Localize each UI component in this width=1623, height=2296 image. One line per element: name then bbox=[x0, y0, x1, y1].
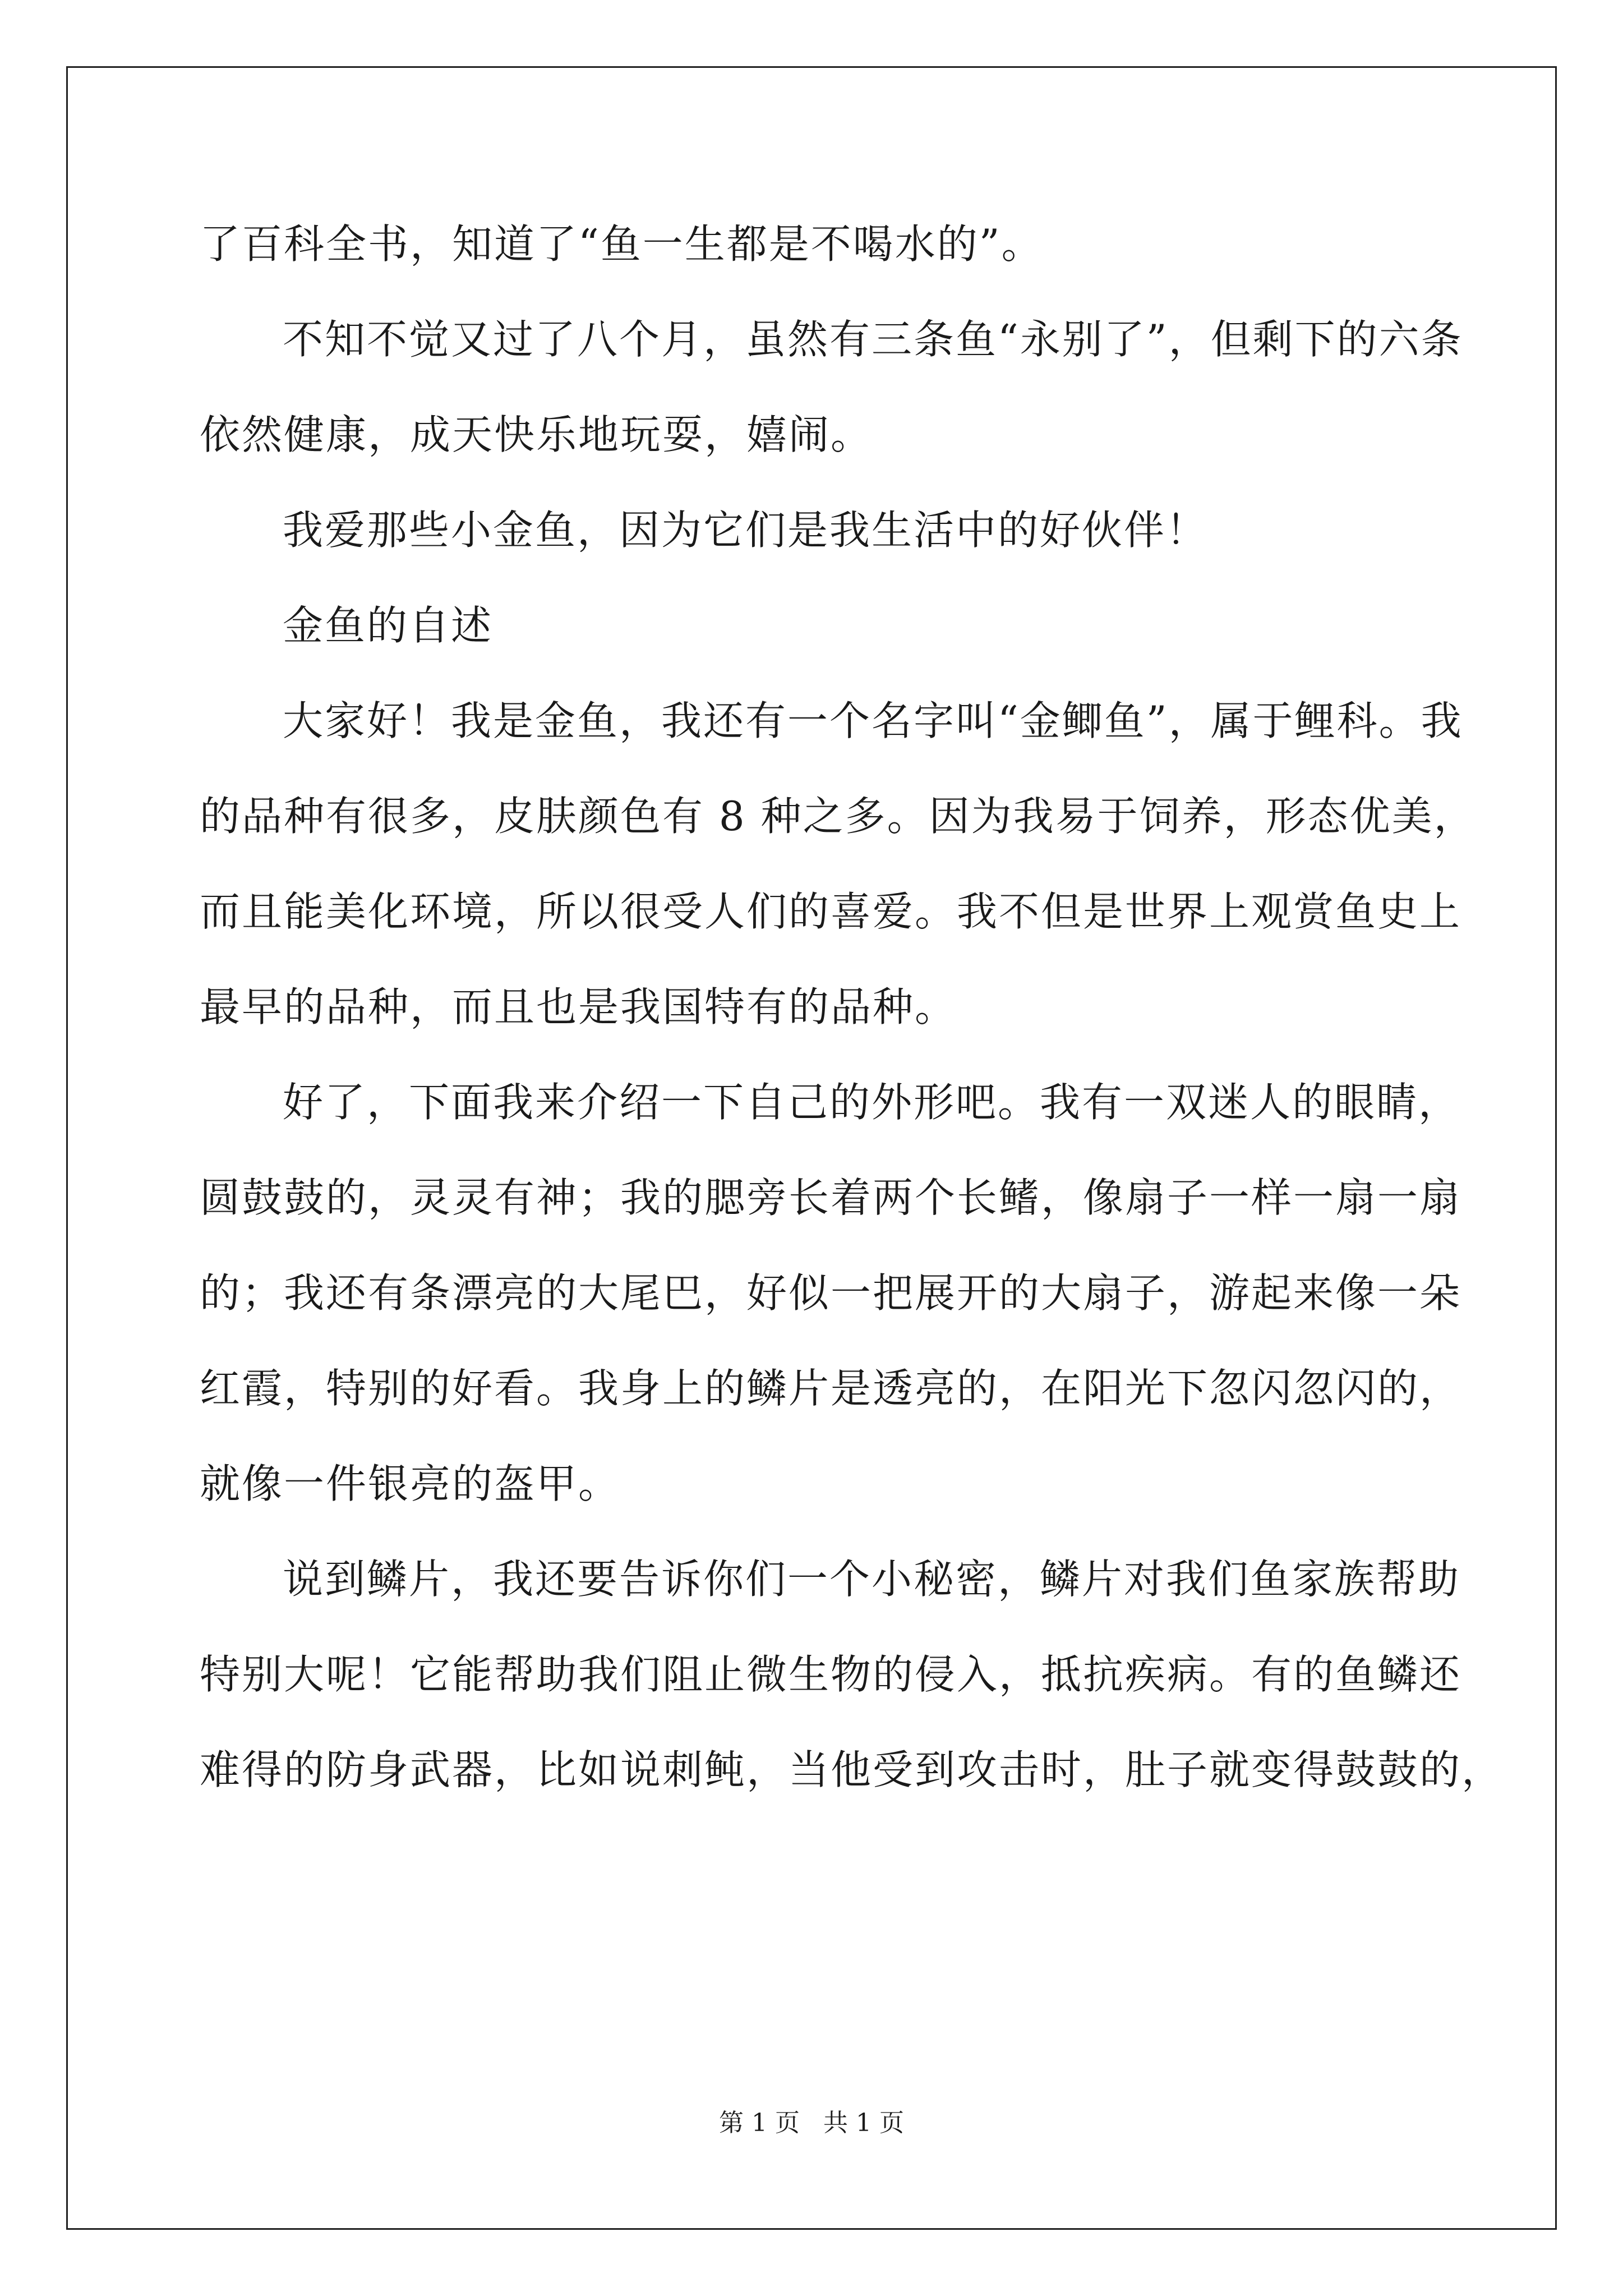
text-line: 就像一件银亮的盔甲。 bbox=[200, 1460, 621, 1507]
text-line: 的品种有很多，皮肤颜色有 8 种之多。因为我易于饲养，形态优美， bbox=[200, 793, 1476, 840]
text-line: 依然健康，成天快乐地玩耍，嬉闹。 bbox=[200, 411, 873, 458]
text-line: 说到鳞片，我还要告诉你们一个小秘密，鳞片对我们鱼家族帮助 bbox=[283, 1556, 1461, 1603]
document-body bbox=[200, 196, 1504, 1818]
page-total: 共 1 页 bbox=[823, 2109, 904, 2137]
text-line: 好了，下面我来介绍一下自己的外形吧。我有一双迷人的眼睛， bbox=[283, 1079, 1461, 1126]
text-line: 难得的防身武器，比如说刺鲀，当他受到攻击时，肚子就变得鼓鼓的， bbox=[200, 1746, 1504, 1793]
text-line: 圆鼓鼓的，灵灵有神；我的腮旁长着两个长鳍，像扇子一样一扇一扇 bbox=[200, 1174, 1462, 1221]
text-line: 我爱那些小金鱼，因为它们是我生活中的好伙伴！ bbox=[283, 507, 1209, 554]
page-number: 第 1 页 bbox=[719, 2109, 800, 2137]
text-line: 特别大呢！它能帮助我们阻止微生物的侵入，抵抗疾病。有的鱼鳞还 bbox=[200, 1651, 1462, 1698]
text-line: 不知不觉又过了八个月，虽然有三条鱼“永别了”，但剩下的六条 bbox=[283, 316, 1463, 363]
section-heading: 金鱼的自述 bbox=[283, 602, 494, 649]
text-line: 而且能美化环境，所以很受人们的喜爱。我不但是世界上观赏鱼史上 bbox=[200, 888, 1462, 935]
text-line: 的；我还有条漂亮的大尾巴，好似一把展开的大扇子，游起来像一朵 bbox=[200, 1269, 1462, 1317]
text-line: 红霞，特别的好看。我身上的鳞片是透亮的，在阳光下忽闪忽闪的， bbox=[200, 1365, 1462, 1412]
text-line: 了百科全书，知道了“鱼一生都是不喝水的”。 bbox=[200, 220, 1044, 268]
page-footer bbox=[0, 2106, 1623, 2140]
text-line: 大家好！我是金鱼，我还有一个名字叫“金鲫鱼”，属于鲤科。我 bbox=[283, 697, 1463, 744]
text-line: 最早的品种，而且也是我国特有的品种。 bbox=[200, 983, 957, 1030]
